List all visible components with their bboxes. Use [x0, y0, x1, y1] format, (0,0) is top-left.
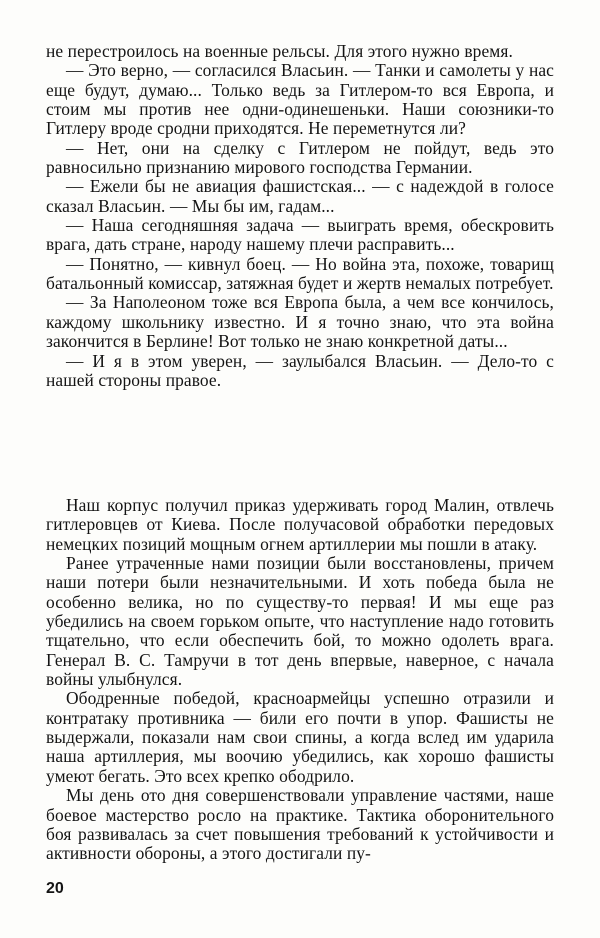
paragraph: Наш корпус получил приказ удерживать город Малин, отвлечь гитлеровцев от Киева. После получасовой обработки передовых немецких позиций мощным огнем артиллерии мы пошли в атаку.: [46, 495, 554, 554]
paragraph: не перестроилось на военные рельсы. Для этого нужно время.: [46, 41, 513, 61]
narrative-section: [46, 496, 554, 864]
paragraph: — Нет, они на сделку с Гитлером не пойдут, ведь это равносильно признанию мирового господства Германии.: [46, 137, 554, 178]
paragraph: Мы день ото дня совершенствовали управление частями, наше боевое мастерство росло на практике. Тактика оборонительного боя развивалась за счет повышения требований к устойчивости и активности обороны, а этого достигали пу-: [46, 785, 554, 864]
paragraph: — Наша сегодняшняя задача — выиграть время, обескровить врага, дать стране, народу нашему плечи расправить...: [46, 215, 554, 255]
paragraph: — Понятно, — кивнул боец. — Но война эта, похоже, товарищ батальонный комиссар, затяжная будет и жертв немалых потребует.: [46, 253, 554, 294]
dialogue-section: [46, 42, 554, 390]
paragraph: — Это верно, — согласился Власьин. — Танки и самолеты у нас еще будут, думаю... Только ведь за Гитлером-то вся Европа, и стоим мы против нее одни-одинешеньки. Наши союзники-то Гитлеру вроде сродни приходятся. Не переметнутся ли?: [46, 60, 554, 139]
paragraph: — И я в этом уверен, — заулыбался Власьин. — Дело-то с нашей стороны правое.: [46, 350, 554, 390]
paragraph: — Ежели бы не авиация фашистская... — с надеждой в голосе сказал Власьин. — Мы бы им, гадам...: [46, 176, 554, 216]
paragraph: Ранее утраченные нами позиции были восстановлены, причем наши потери были незначительными. И хоть победа была не особенно велика, но по существу-то первая! И мы еще раз убедились на своем горьком опыте, что наступление надо готовить тщательно, что если обеспечить бой, то можно одолеть врага. Генерал В. С. Тамручи в тот день впервые, наверное, с начала войны улыбнулся.: [46, 553, 554, 690]
page-number: 20: [46, 880, 64, 897]
paragraph: — За Наполеоном тоже вся Европа была, а чем все кончилось, каждому школьнику известно. И я точно знаю, что эта война закончится в Берлине! Вот только не знаю конкретной даты...: [46, 292, 554, 352]
paragraph: Ободренные победой, красноармейцы успешно отразили и контратаку противника — били его почти в упор. Фашисты не выдержали, показали нам свои спины, а когда вслед им ударила наша артиллерия, мы воочию убедились, как хорошо фашисты умеют бегать. Это всех крепко ободрило.: [46, 688, 554, 786]
